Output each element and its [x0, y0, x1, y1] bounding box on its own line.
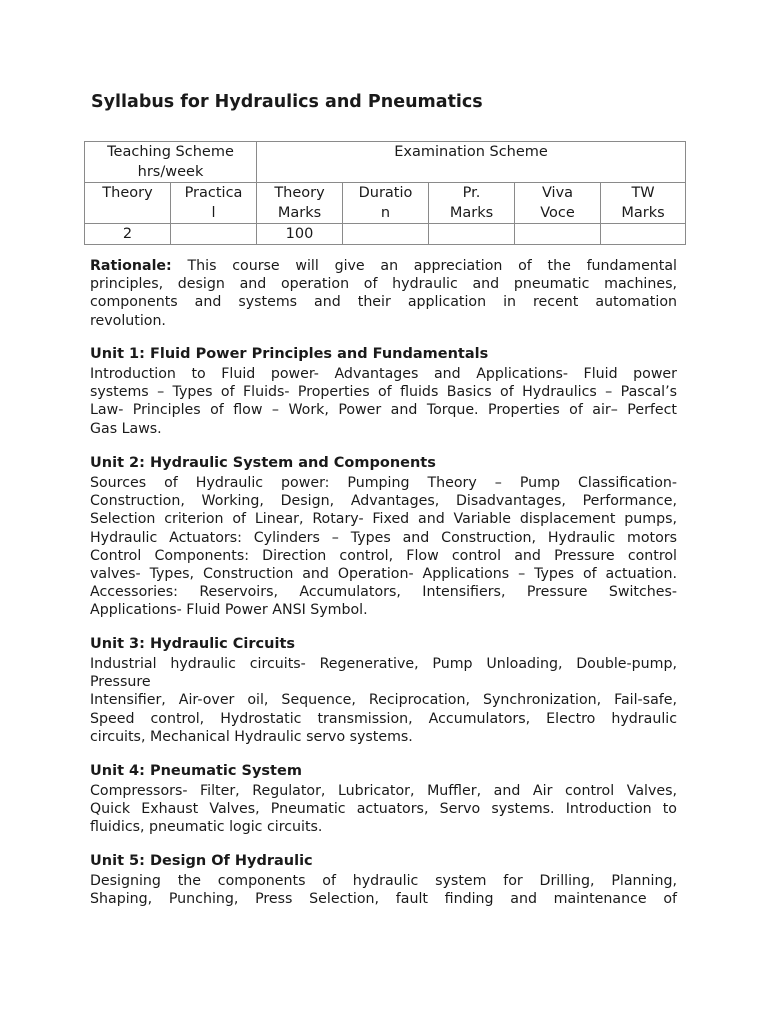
paragraph-line: systems – Types of Fluids- Properties of fluids Basics of Hydraulics – Pascal’s: [90, 384, 677, 401]
paragraph-line: Law- Principles of flow – Work, Power and Torque. Properties of air– Perfect: [90, 402, 677, 419]
paragraph-line: Applications- Fluid Power ANSI Symbol.: [90, 602, 368, 619]
teaching-scheme-header: [85, 142, 257, 183]
paragraph-line: components and systems and their application in recent automation: [90, 294, 677, 311]
examination-scheme-header: Examination Scheme: [257, 142, 686, 183]
table-cell: [429, 224, 515, 245]
column-header-duration: [343, 183, 429, 224]
table-cell: 100: [257, 224, 343, 245]
unit-4-heading: Unit 4: Pneumatic System: [90, 763, 302, 779]
column-header-practical: [171, 183, 257, 224]
paragraph-line: revolution.: [90, 312, 166, 329]
paragraph-line: Hydraulic Actuators: Cylinders – Types and Construction, Hydraulic motors: [90, 529, 677, 546]
column-header-line: Viva: [541, 185, 574, 201]
column-header-line: Marks: [621, 205, 665, 221]
paragraph-line: Accessories: Reservoirs, Accumulators, Intensifiers, Pressure Switches-: [90, 584, 677, 601]
column-header-line: Duratio: [358, 185, 413, 201]
column-header-line: Theory: [102, 185, 153, 201]
table-column-header-row: [85, 183, 686, 224]
rationale-label: Rationale:: [90, 258, 172, 274]
column-header-line: Marks: [277, 205, 322, 221]
paragraph-line: Designing the components of hydraulic system for Drilling, Planning,: [90, 873, 677, 889]
table-cell: [171, 224, 257, 245]
rationale-text: This course will give an appreciation of the fundamental: [187, 258, 677, 274]
paragraph-line: Sources of Hydraulic power: Pumping Theory – Pump Classification-: [90, 475, 677, 491]
unit-2-heading: Unit 2: Hydraulic System and Components: [90, 455, 436, 471]
paragraph-line: Construction, Working, Design, Advantages, Disadvantages, Performance,: [90, 493, 677, 510]
column-header-line: Theory: [274, 185, 325, 201]
table-header-row: [85, 142, 686, 183]
column-header-line: l: [211, 205, 216, 221]
column-header-theory: [85, 183, 171, 224]
paragraph-line: Selection criterion of Linear, Rotary- Fixed and Variable displacement pumps,: [90, 511, 677, 528]
paragraph-line: Industrial hydraulic circuits- Regenerative, Pump Unloading, Double-pump,: [90, 656, 677, 672]
paragraph-line: Compressors- Filter, Regulator, Lubricator, Muffler, and Air control Valves,: [90, 783, 677, 799]
paragraph-line: Introduction to Fluid power- Advantages and Applications- Fluid power: [90, 366, 677, 382]
teaching-header-line: hrs/week: [137, 164, 204, 180]
unit-5-heading: Unit 5: Design Of Hydraulic: [90, 853, 313, 869]
document-title: Syllabus for Hydraulics and Pneumatics: [91, 92, 483, 112]
column-header-line: Marks: [449, 205, 494, 221]
table-row: [85, 224, 686, 245]
paragraph-line: Quick Exhaust Valves, Pneumatic actuators, Servo systems. Introduction to: [90, 801, 677, 818]
column-header-line: Voce: [540, 205, 575, 221]
paragraph-line: Intensifier, Air-over oil, Sequence, Reciprocation, Synchronization, Fail-safe,: [90, 692, 677, 709]
column-header-tw-marks: [601, 183, 686, 224]
paragraph-line: Shaping, Punching, Press Selection, fault finding and maintenance of: [90, 891, 677, 908]
unit-1-heading: Unit 1: Fluid Power Principles and Fundamentals: [90, 346, 489, 362]
unit-4-text: [90, 782, 677, 837]
column-header-line: TW: [631, 185, 655, 201]
unit-1-text: [90, 365, 677, 438]
paragraph-line: valves- Types, Construction and Operation- Applications – Types of actuation.: [90, 566, 677, 583]
unit-5-text: [90, 872, 677, 908]
unit-3-text: [90, 655, 677, 746]
column-header-line: Practica: [184, 185, 243, 201]
column-header-viva-voce: [515, 183, 601, 224]
column-header-line: Pr.: [462, 185, 481, 201]
paragraph-line: Gas Laws.: [90, 420, 162, 437]
table-cell: [601, 224, 686, 245]
paragraph-line: fluidics, pneumatic logic circuits.: [90, 819, 323, 836]
paragraph-line: Pressure: [90, 674, 151, 691]
scheme-table: [84, 141, 686, 245]
column-header-theory-marks: [257, 183, 343, 224]
teaching-header-line: Teaching Scheme: [107, 144, 234, 160]
table-cell: [515, 224, 601, 245]
unit-3-heading: Unit 3: Hydraulic Circuits: [90, 636, 296, 652]
paragraph-line: [90, 257, 677, 275]
table-cell: [343, 224, 429, 245]
paragraph-line: Control Components: Direction control, Flow control and Pressure control: [90, 547, 677, 564]
rationale-paragraph: [90, 257, 677, 330]
paragraph-line: principles, design and operation of hydraulic and pneumatic machines,: [90, 276, 677, 293]
column-header-line: n: [380, 205, 391, 221]
column-header-pr-marks: [429, 183, 515, 224]
table-cell: 2: [85, 224, 171, 245]
paragraph-line: Speed control, Hydrostatic transmission, Accumulators, Electro hydraulic: [90, 710, 677, 727]
unit-2-text: [90, 474, 677, 620]
paragraph-line: circuits, Mechanical Hydraulic servo systems.: [90, 728, 413, 745]
